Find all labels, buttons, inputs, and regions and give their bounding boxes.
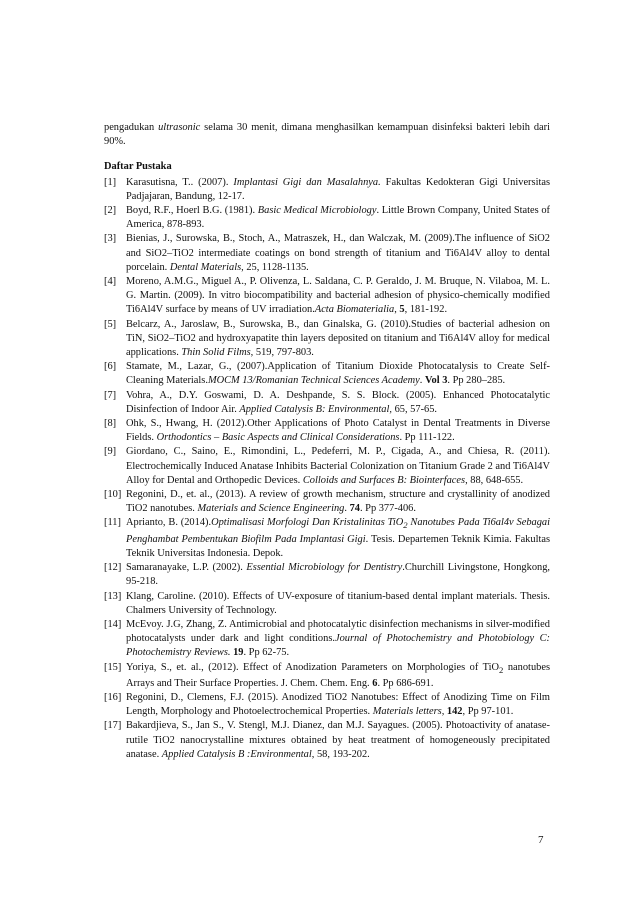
reference-item: [104, 232, 550, 275]
reference-text-segment: Boyd, R.F., Hoerl B.G. (1981).: [126, 205, 258, 217]
reference-number: [11]: [104, 517, 121, 529]
page-number: 7: [538, 834, 544, 846]
reference-text-segment: Regonini, D., Clemens, F.J. (2015). Anodized TiO2 Nanotubes: Effect of Anodizing Time on Film Length, Morphology and Photoelectrochemical Properties.: [126, 692, 550, 718]
reference-text-segment: , 181-192.: [404, 304, 448, 316]
reference-number: [8]: [104, 418, 117, 430]
reference-text-segment: . Little Brown Company, United States of America, 878-893.: [126, 205, 551, 231]
reference-text-segment: . Pp 686-691.: [377, 677, 434, 689]
reference-text-segment: Colloids and Surfaces B: Biointerfaces: [302, 474, 466, 486]
intro-paragraph: [104, 121, 550, 149]
reference-text-segment: Acta Biomaterialia: [314, 304, 395, 316]
reference-text-segment: Samaranayake, L.P. (2002).: [126, 562, 247, 574]
reference-text-segment: 5: [399, 304, 405, 316]
reference-number: [3]: [104, 233, 117, 245]
reference-text-segment: Klang, Caroline. (2010). Effects of UV-exposure of titanium-based dental implant materials. Thesis. Chalmers University of Technology.: [126, 590, 550, 616]
intro-text-italic: ultrasonic: [158, 122, 201, 133]
reference-number: [4]: [104, 276, 117, 288]
reference-text-segment: Giordano, C., Saino, E., Rimondini, L., Pedeferri, M. P., Cigada, A., and Chiesa, R. (2011). Electrochemically Induced Anatase Inhibits Bacterial Colonization on Titanium Grade 2 and Ti6Al4V Alloy for Dental and Orthopedic Devices.: [126, 446, 550, 486]
reference-text-segment: Yoriya, S., et. al., (2012). Effect of Anodization Parameters on Morphologies of TiO: [126, 661, 500, 673]
reference-text-segment: Ohk, S., Hwang, H. (2012).Other Applications of Photo Catalyst in Dental Treatments in Diverse Fields.: [126, 418, 550, 444]
reference-text-segment: .Churchill Livingstone, Hongkong, 95-218.: [126, 562, 550, 588]
reference-text-segment: Thin Solid Films,: [181, 347, 254, 359]
reference-item: [104, 590, 550, 618]
reference-text-segment: . Pp 377-406.: [359, 503, 416, 515]
reference-text-segment: Dental Materials,: [169, 261, 244, 273]
reference-number: [1]: [104, 176, 117, 188]
reference-text-segment: Karasutisna, T.. (2007).: [126, 176, 234, 188]
reference-text-segment: Regonini, D., et. al., (2013). A review of growth mechanism, structure and crystallinity of anodized TiO2 nanotubes.: [126, 489, 550, 515]
reference-text-segment: 74: [349, 503, 360, 515]
reference-item: [104, 488, 550, 516]
reference-text-segment: Applied Catalysis B :Environmental: [161, 748, 312, 760]
document-page: [104, 121, 550, 762]
reference-text-segment: , 58, 193-202.: [311, 748, 370, 760]
references-heading: Daftar Pustaka: [104, 161, 172, 173]
reference-text-segment: Bienias, J., Surowska, B., Stoch, A., Matraszek, H., dan Walczak, M. (2009).The influence of SiO2 and SiO2–TiO2 intermediate coatings on bond strength of titanium and Ti6Al4V alloy to dental porcelain.: [126, 233, 550, 273]
reference-text-segment: Vohra, A., D.Y. Goswami, D. A. Deshpande, S. S. Block. (2005). Enhanced Photocatalytic Disinfection of Indoor Air.: [126, 389, 550, 415]
intro-text-after: selama 30 menit, dimana menghasilkan kemampuan disinfeksi bakteri lebih dari 90%.: [104, 122, 550, 148]
reference-text-segment: , 88, 648-655.: [465, 474, 524, 486]
reference-text-segment: Materials and Science Engineering: [197, 503, 345, 515]
reference-text-segment: Moreno, A.M.G., Miguel A., P. Olivenza, L. Saldana, C. P. Geraldo, J. M. Bruque, N. Vilaboa, M. L. G. Martin. (2009). In vitro biocompatibility and bacterial adhesion of physico-chemically modified Ti6Al4V surface by means of UV irradiation.: [126, 276, 550, 316]
reference-text-segment: Basic Medical Microbiology: [257, 205, 377, 217]
reference-text-segment: 2: [499, 664, 504, 675]
reference-text-segment: Essential Microbiology for Dentistry: [246, 562, 403, 574]
reference-text-segment: 65, 57-65.: [392, 403, 438, 415]
reference-number: [12]: [104, 562, 122, 574]
reference-number: [9]: [104, 446, 117, 458]
reference-item: [104, 204, 550, 232]
reference-text-segment: . Pp 62-75.: [243, 647, 290, 659]
reference-text-segment: Optimalisasi Morfologi Dan Kristalinitas TiO: [211, 517, 404, 529]
reference-text-segment: 19: [233, 647, 244, 659]
reference-text-segment: . Pp 111-122.: [399, 432, 455, 444]
reference-text-segment: 2: [403, 520, 408, 531]
reference-number: [13]: [104, 590, 122, 602]
reference-item: [104, 618, 550, 661]
reference-text-segment: Belcarz, A., Jaroslaw, B., Surowska, B., dan Ginalska, G. (2010).Studies of bacterial adhesion on TiN, SiO2–TiO2 and hydroxyapatite thin layers deposited on titanium and Ti6Al4V alloy for medical applications.: [126, 318, 550, 359]
reference-text-segment: Orthodontics – Basic Aspects and Clinical Considerations: [156, 432, 400, 444]
reference-item: [104, 691, 550, 719]
reference-text-segment: Journal of Photochemistry and Photobiology C: Photochemistry Reviews.: [126, 633, 551, 659]
reference-text-segment: . Tesis. Departemen Teknik Kimia. Fakultas Teknik Universitas Indonesia. Depok.: [126, 533, 550, 559]
reference-text-segment: Stamate, M., Lazar, G., (2007).Application of Titanium Dioxide Photocatalysis to Create Self-Cleaning Materials.: [126, 361, 550, 387]
reference-text-segment: 25, 1128-1135.: [243, 261, 309, 273]
reference-item: [104, 719, 550, 762]
reference-number: [2]: [104, 205, 117, 217]
reference-item: [104, 275, 550, 318]
reference-number: [7]: [104, 389, 117, 401]
reference-text-segment: .: [344, 503, 350, 515]
reference-item: [104, 516, 550, 561]
reference-text-segment: Nanotubes Pada Ti6al4v Sebagai Penghambat Pembentukan Biofilm Pada Implantasi Gigi: [126, 517, 550, 545]
reference-text-segment: , Pp 97-101.: [462, 706, 514, 718]
reference-number: [17]: [104, 720, 122, 732]
reference-item: [104, 389, 550, 417]
reference-item: [104, 360, 550, 388]
reference-text-segment: Fakultas Kedokteran Gigi Universitas Padjajaran, Bandung, 12-17.: [126, 176, 550, 202]
reference-item: [104, 561, 550, 589]
reference-item: [104, 661, 550, 691]
reference-number: [14]: [104, 618, 122, 630]
intro-text-before: pengadukan: [104, 122, 159, 133]
reference-text-segment: Aprianto, B. (2014).: [126, 517, 212, 529]
references-list: [104, 176, 550, 762]
reference-text-segment: 142: [446, 706, 463, 718]
reference-item: [104, 445, 550, 488]
reference-text-segment: MOCM 13/Romanian Technical Sciences Academy: [207, 375, 420, 387]
reference-number: [10]: [104, 489, 122, 501]
reference-text-segment: Implantasi Gigi dan Masalahnya.: [233, 176, 381, 188]
reference-text-segment: 6: [372, 677, 378, 689]
reference-text-segment: ,: [394, 304, 400, 316]
reference-text-segment: Bakardjieva, S., Jan S., V. Stengl, M.J. Dianez, dan M.J. Sayagues. (2005). Photoactivity of anatase-rutile TiO2 nanocrystalline mixtures obtained by heat treatment of homogeneously precipitated anatase.: [126, 720, 550, 760]
reference-number: [16]: [104, 692, 122, 704]
reference-number: [6]: [104, 361, 117, 373]
reference-item: [104, 417, 550, 445]
reference-text-segment: 519, 797-803.: [253, 347, 314, 359]
reference-text-segment: McEvoy. J.G, Zhang, Z. Antimicrobial and photocatalytic disinfection mechanisms in silver-modified photocatalysts under dark and light conditions.: [126, 618, 550, 645]
reference-number: [5]: [104, 318, 117, 330]
reference-text-segment: . Pp 280–285.: [447, 375, 506, 387]
reference-number: [15]: [104, 661, 122, 673]
reference-text-segment: Materials letters,: [372, 706, 445, 718]
reference-text-segment: nanotubes Arrays and Their Surface Properties. J. Chem. Chem. Eng.: [126, 661, 550, 689]
reference-text-segment: Applied Catalysis B: Environmental,: [239, 403, 392, 415]
reference-text-segment: Vol 3: [424, 375, 448, 387]
reference-item: [104, 176, 550, 204]
reference-text-segment: .: [419, 375, 425, 387]
reference-item: [104, 318, 550, 361]
